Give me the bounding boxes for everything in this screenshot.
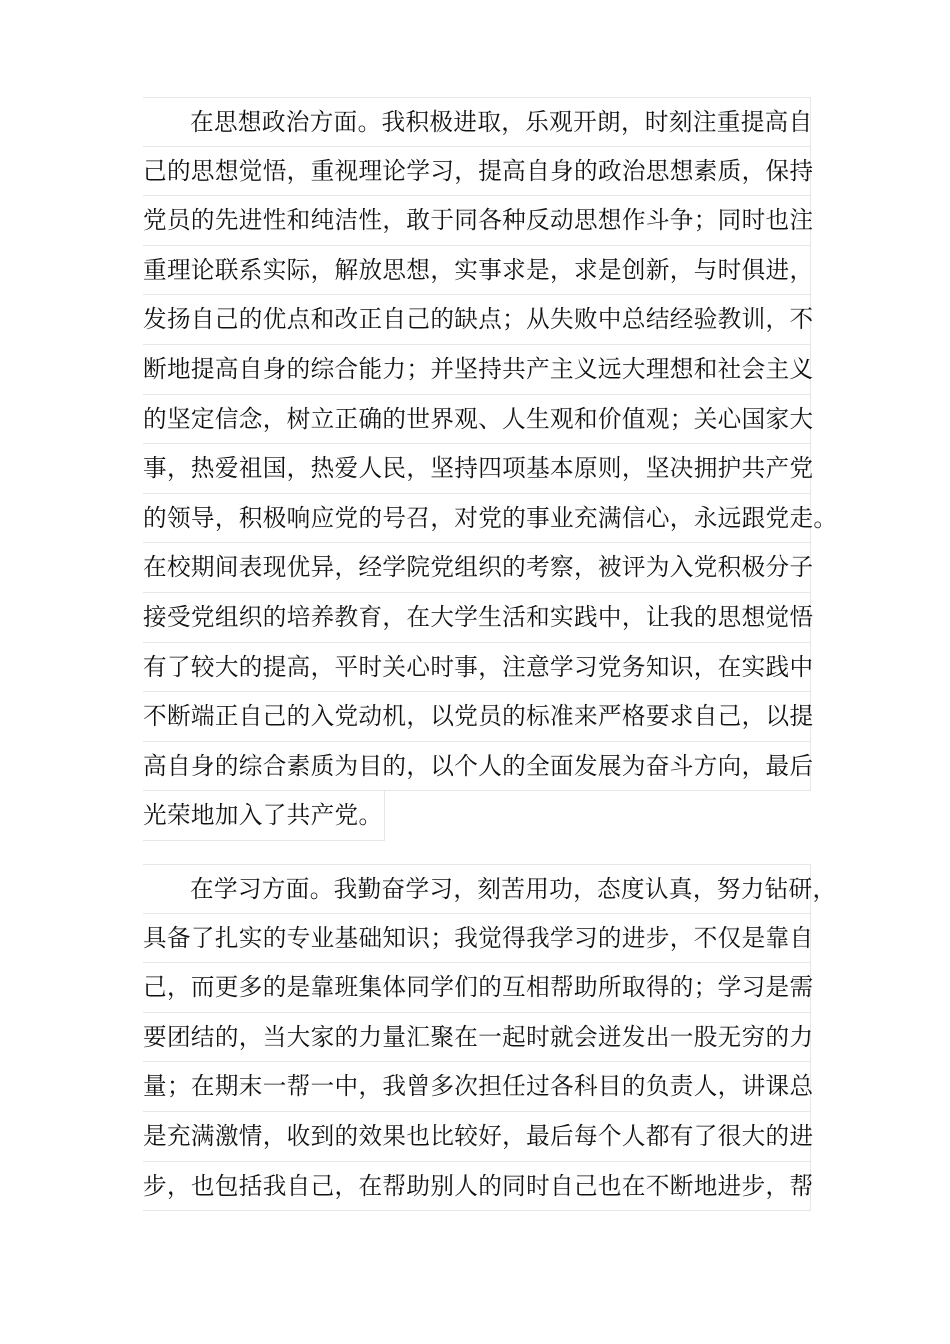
text-line: 的坚定信念，树立正确的世界观、人生观和价值观；关心国家大 <box>143 395 811 445</box>
text-line: 具备了扎实的专业基础知识；我觉得我学习的进步，不仅是靠自 <box>143 914 811 964</box>
paragraph-study <box>143 864 837 1211</box>
paragraph-political-thought <box>143 97 838 841</box>
text-line: 重理论联系实际，解放思想，实事求是，求是创新，与时俱进， <box>143 246 811 296</box>
text-line: 是充满激情，收到的效果也比较好，最后每个人都有了很大的进 <box>143 1112 811 1162</box>
text-line: 不断端正自己的入党动机，以党员的标准来严格要求自己，以提 <box>143 692 811 742</box>
text-line: 要团结的，当大家的力量汇聚在一起时就会迸发出一股无穷的力 <box>143 1013 811 1063</box>
text-line: 接受党组织的培养教育，在大学生活和实践中，让我的思想觉悟 <box>143 593 811 643</box>
text-line: 己，而更多的是靠班集体同学们的互相帮助所取得的；学习是需 <box>143 963 811 1013</box>
text-line: 光荣地加入了共产党。 <box>143 791 385 841</box>
text-line: 断地提高自身的综合能力；并坚持共产主义远大理想和社会主义 <box>143 345 811 395</box>
text-line: 事，热爱祖国，热爱人民，坚持四项基本原则，坚决拥护共产党 <box>143 444 811 494</box>
text-line: 党员的先进性和纯洁性，敢于同各种反动思想作斗争；同时也注 <box>143 196 811 246</box>
text-line: 的领导，积极响应党的号召，对党的事业充满信心，永远跟党走。 <box>143 494 811 544</box>
text-line: 有了较大的提高，平时关心时事，注意学习党务知识，在实践中 <box>143 643 811 693</box>
text-line: 己的思想觉悟，重视理论学习，提高自身的政治思想素质，保持 <box>143 147 811 197</box>
text-line: 在校期间表现优异，经学院党组织的考察，被评为入党积极分子 <box>143 543 811 593</box>
text-line: 量；在期末一帮一中，我曾多次担任过各科目的负责人，讲课总 <box>143 1062 811 1112</box>
text-line: 在思想政治方面。我积极进取，乐观开朗，时刻注重提高自 <box>143 97 811 147</box>
text-line: 在学习方面。我勤奋学习，刻苦用功，态度认真，努力钻研， <box>143 864 811 914</box>
text-line: 高自身的综合素质为目的，以个人的全面发展为奋斗方向，最后 <box>143 742 811 792</box>
text-line: 步，也包括我自己，在帮助别人的同时自己也在不断地进步，帮 <box>143 1162 811 1212</box>
text-line: 发扬自己的优点和改正自己的缺点；从失败中总结经验教训，不 <box>143 295 811 345</box>
